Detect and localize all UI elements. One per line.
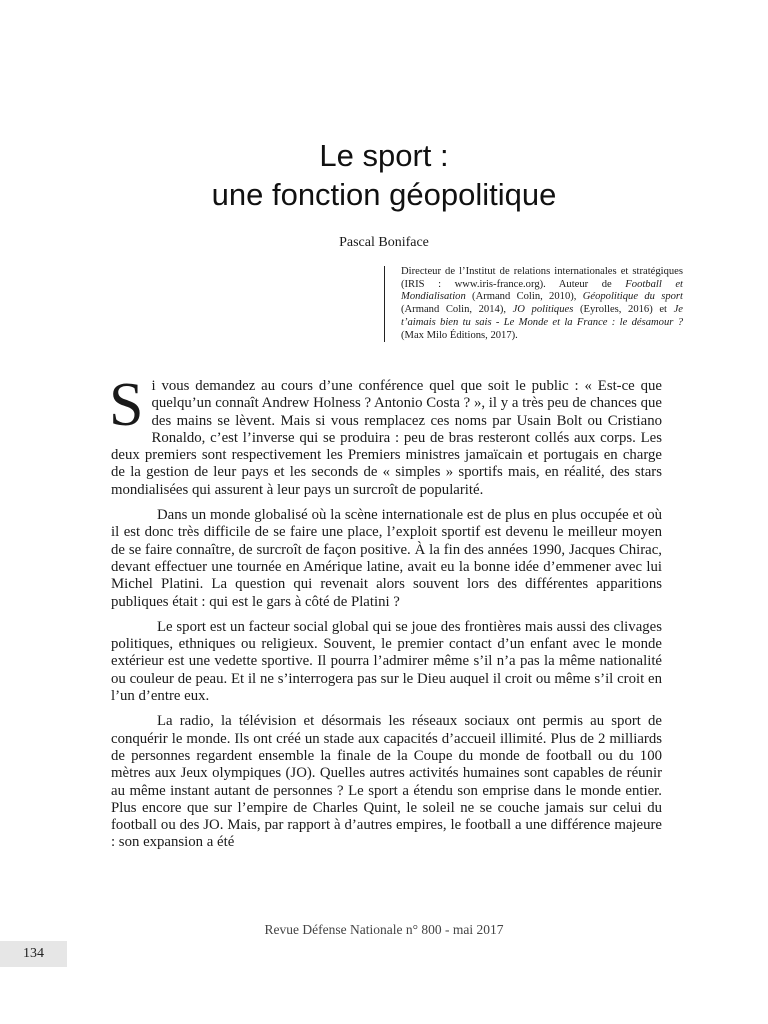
bio-book-4: Je t’aimais bien tu sais - Le Monde et la France : le désamour ?	[401, 304, 684, 328]
journal-footer: Revue Défense Nationale n° 800 - mai 2017	[264, 922, 504, 937]
bio-book-3: JO politiques	[512, 304, 574, 316]
bio-text-5: (Max Milo Éditions, 2017).	[401, 329, 518, 341]
paragraph-4: La radio, la télévision et désormais les réseaux sociaux ont permis au sport de conquérir le monde. Ils ont créé un stade aux capacités d’accueil illimité. Plus de 2 milliards de personnes regardent ensemble la finale de la Coupe du monde de football ou du 100 mètres aux Jeux olympiques (JO). Quelles autres activités humaines sont capables de réunir au même instant autant de personnes ? Le sport a étendu son emprise dans le monde entier. Plus encore que sur l’empire de Charles Quint, le soleil ne se couche jamais sur celui du football ou des JO. Mais, par rapport à d’autres empires, le football a une différence majeure : son expansion a été	[111, 713, 662, 851]
bio-book-1: Football et Mondialisation	[401, 278, 683, 303]
bio-text-1: Directeur de l’Institut de relations internationales et stratégiques (IRIS : www.iris-france.org). Auteur de	[401, 266, 683, 290]
bio-text-2: (Armand Colin, 2010),	[465, 291, 583, 303]
title-line-1: Le sport :	[319, 138, 449, 173]
bio-text-4: (Eyrolles, 2016) et	[573, 304, 674, 316]
author-bio	[384, 266, 683, 342]
article-body	[109, 371, 662, 860]
paragraph-3: Le sport est un facteur social global qui se joue des frontières mais aussi des clivages politiques, ethniques ou religieux. Souvent, le premier contact d’un enfant avec le monde extérieur est une vedette sportive. Il pourra l’admirer même s’il n’a pas la même nationalité ou couleur de peau. Et il ne s’interrogera pas sur le Dieu auquel il croit ou même s’il croit en l’un d’entre eux.	[111, 618, 662, 705]
page-number: 134	[0, 941, 67, 967]
paragraph-1	[109, 371, 662, 499]
bio-text-3: (Armand Colin, 2014),	[401, 304, 513, 316]
title-line-2: une fonction géopolitique	[211, 177, 557, 212]
author-name: Pascal Boniface	[339, 235, 429, 250]
bio-book-2: Géopolitique du sport	[582, 291, 683, 303]
paragraph-1-text: i vous demandez au cours d’une conférence quel que soit le public : « Est-ce que quelqu’un connaît Andrew Holness ? Antonio Costa ? », il y a très peu de chances que des mains se lèvent. Mais si vous remplacez ces noms par Usain Bolt ou Cristiano Ronaldo, c’est l’inverse qui se produira : peu de bras resteront collés aux corps. Les deux premiers sont respectivement les Premiers ministres jamaïcain et portugais en charge de la gestion de leur pays et les seconds de « simples » sportifs mais, en réalité, des stars mondialisées qui assurent à leur pays un surcroît de popularité.	[111, 378, 662, 498]
paragraph-2: Dans un monde globalisé où la scène internationale est de plus en plus occupée et où il est donc très difficile de se faire une place, l’exploit sportif est devenu le meilleur moyen de se faire connaître, de surcroît de façon positive. À la fin des années 1990, Jacques Chirac, devant effectuer une tournée en Amérique latine, avait eu la bonne idée d’emmener avec lui Michel Platini. La question qui revenait alors souvent lors des différentes apparitions publiques était : qui est le gars à côté de Platini ?	[111, 507, 662, 610]
drop-cap: S	[109, 371, 144, 439]
article-title	[0, 136, 768, 214]
